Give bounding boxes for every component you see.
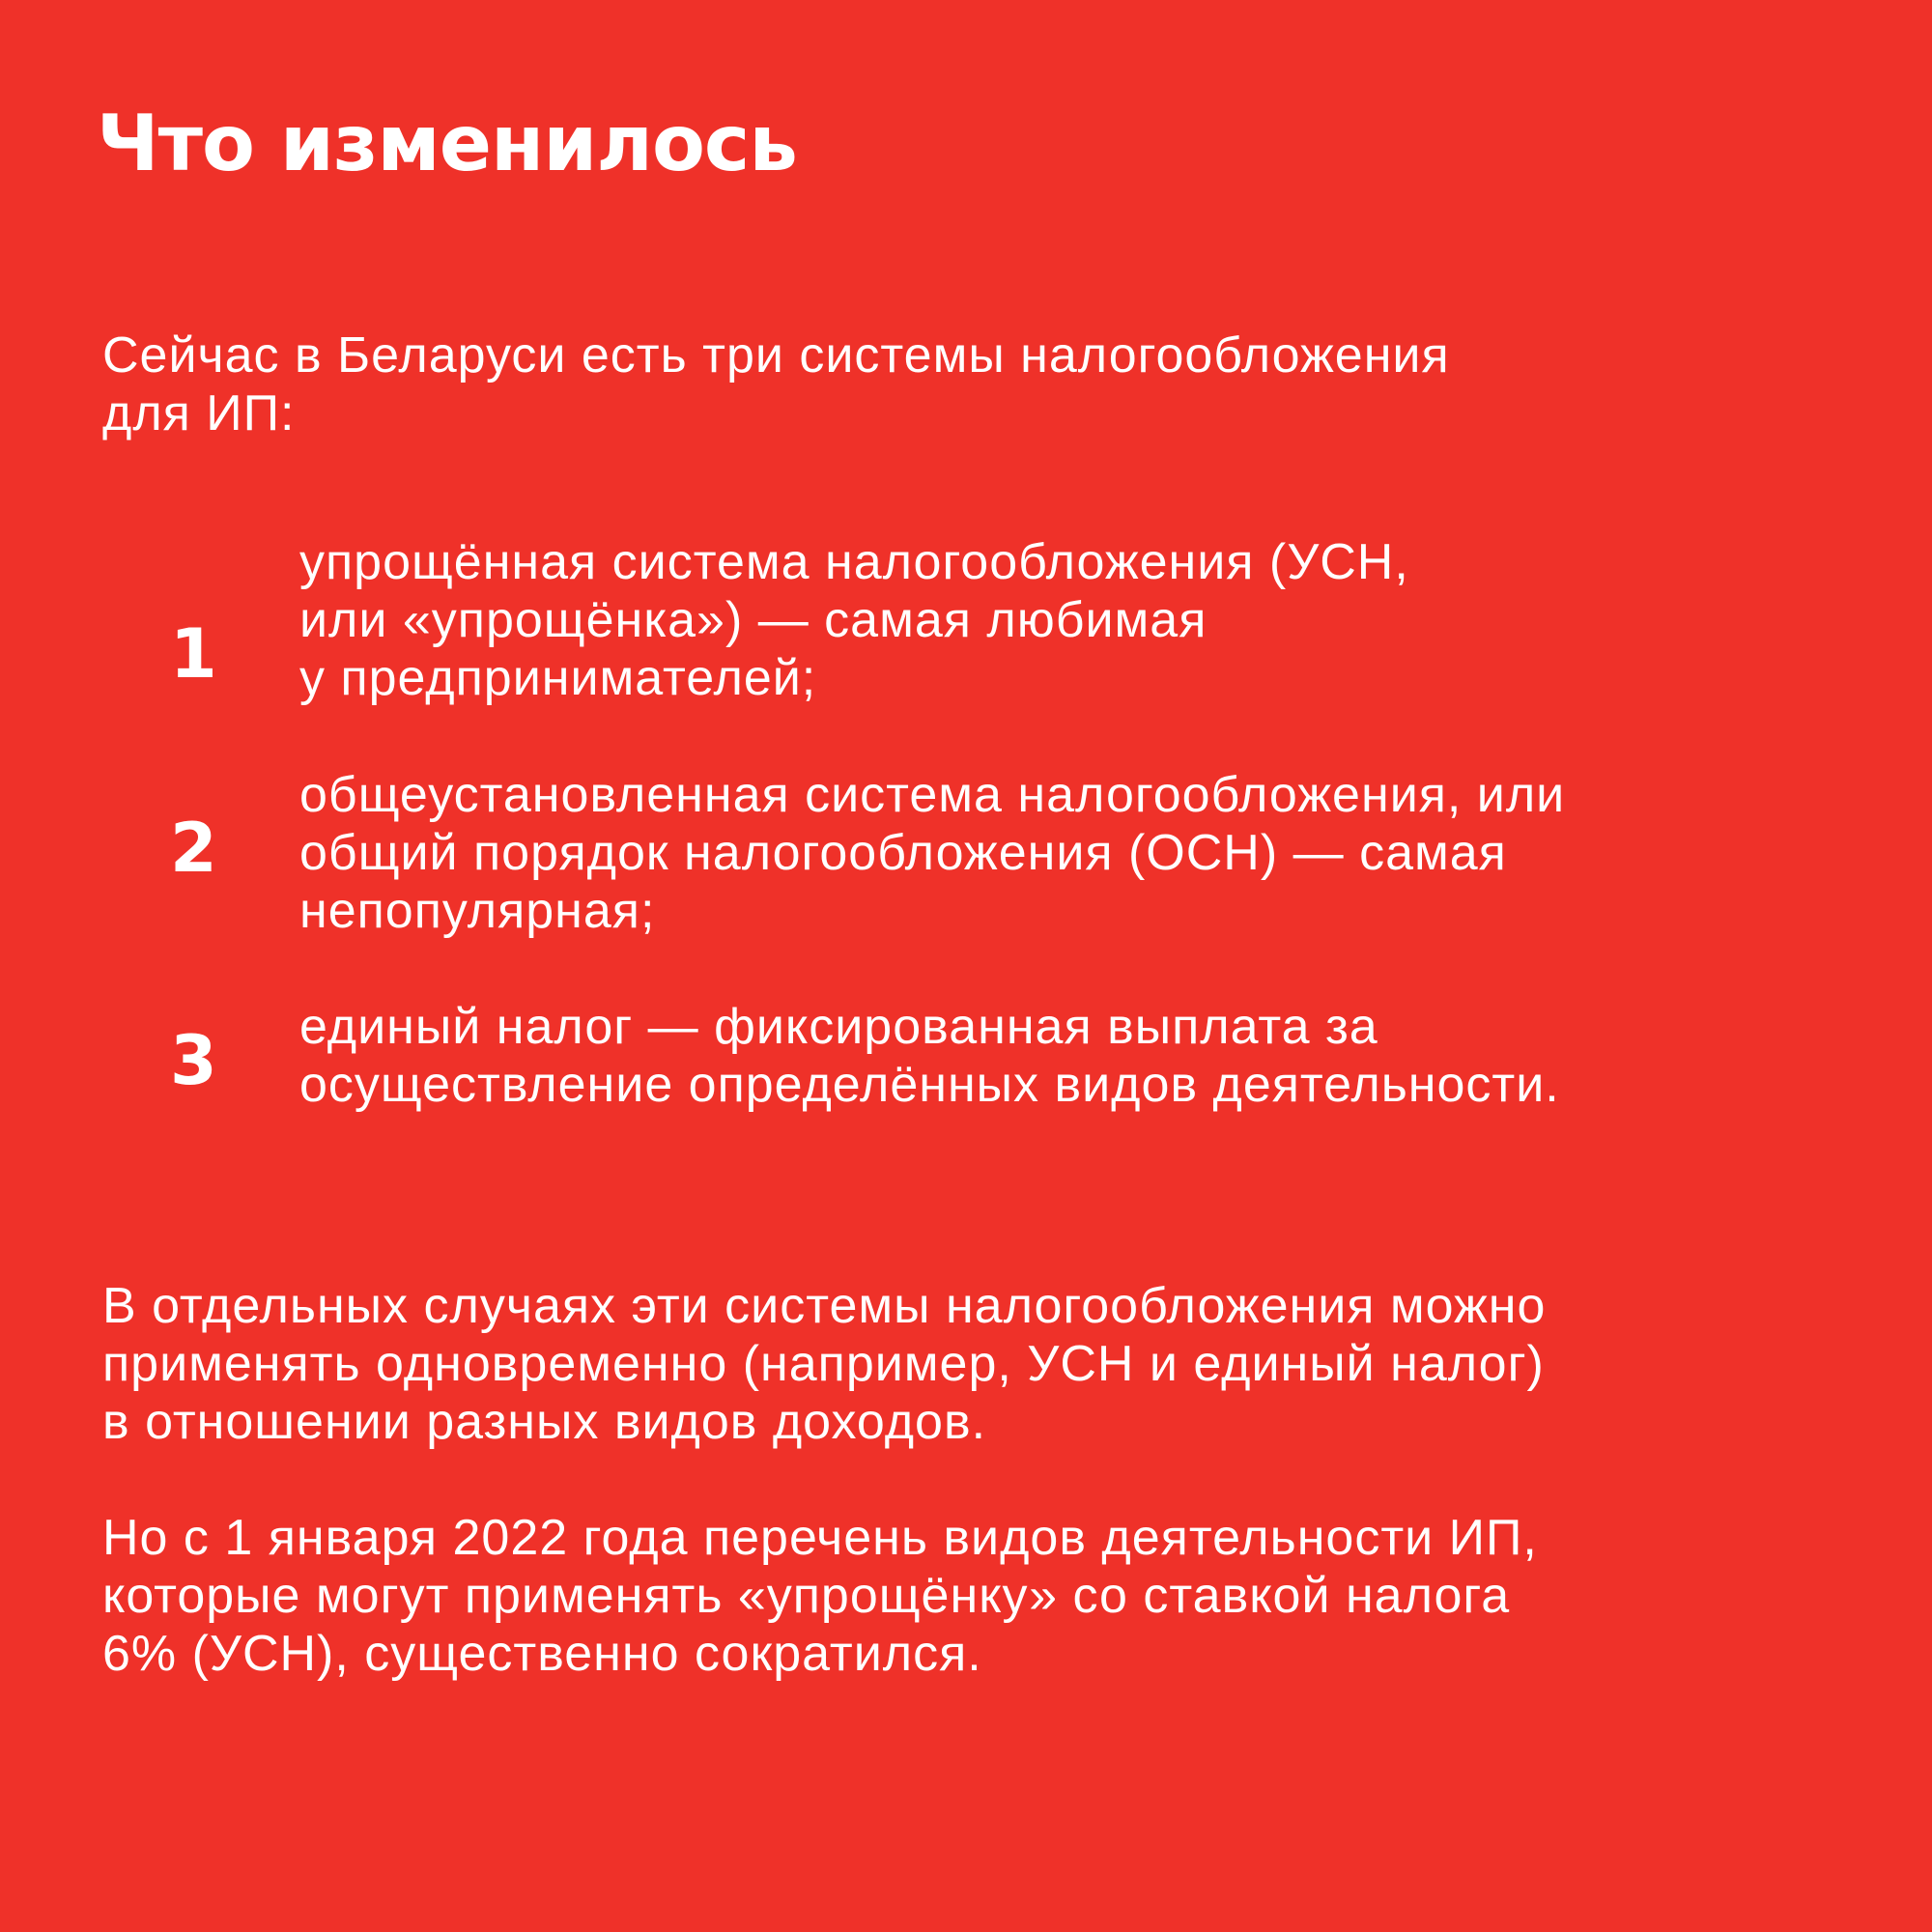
list-item-number: 1 <box>170 614 217 694</box>
intro-line: для ИП: <box>102 385 296 441</box>
page-title: Что изменилось <box>97 99 797 188</box>
intro-text <box>102 327 1783 442</box>
paragraph-line: применять одновременно (например, УСН и единый налог) <box>102 1336 1545 1392</box>
paragraph-line: Но с 1 января 2022 года перечень видов деятельности ИП, <box>102 1510 1538 1566</box>
list-item-number: 2 <box>170 809 217 888</box>
list-item-text <box>299 766 1884 940</box>
list-item-line: непопулярная; <box>299 883 656 939</box>
paragraph-combined-use <box>102 1277 1841 1451</box>
list-item-line: у предпринимателей; <box>299 650 817 706</box>
paragraph-line: в отношении разных видов доходов. <box>102 1394 987 1450</box>
list-item-line: упрощённая система налогообложения (УСН, <box>299 534 1409 590</box>
list-item-line: общий порядок налогообложения (ОСН) — самая <box>299 825 1507 881</box>
list-item-line: осуществление определённых видов деятельности. <box>299 1057 1560 1113</box>
list-item-line: общеустановленная система налогообложения, или <box>299 767 1566 823</box>
list-item-text <box>299 998 1884 1114</box>
list-item-number: 3 <box>170 1021 217 1100</box>
paragraph-2022-change <box>102 1509 1841 1683</box>
paragraph-line: В отдельных случаях эти системы налогообложения можно <box>102 1278 1547 1334</box>
list-item-line: или «упрощёнка») — самая любимая <box>299 592 1208 648</box>
list-item-text <box>299 533 1884 707</box>
paragraph-line: 6% (УСН), существенно сократился. <box>102 1626 982 1682</box>
intro-line: Сейчас в Беларуси есть три системы налогообложения <box>102 327 1450 384</box>
paragraph-line: которые могут применять «упрощёнку» со ставкой налога <box>102 1568 1511 1624</box>
list-item-line: единый налог — фиксированная выплата за <box>299 999 1378 1055</box>
